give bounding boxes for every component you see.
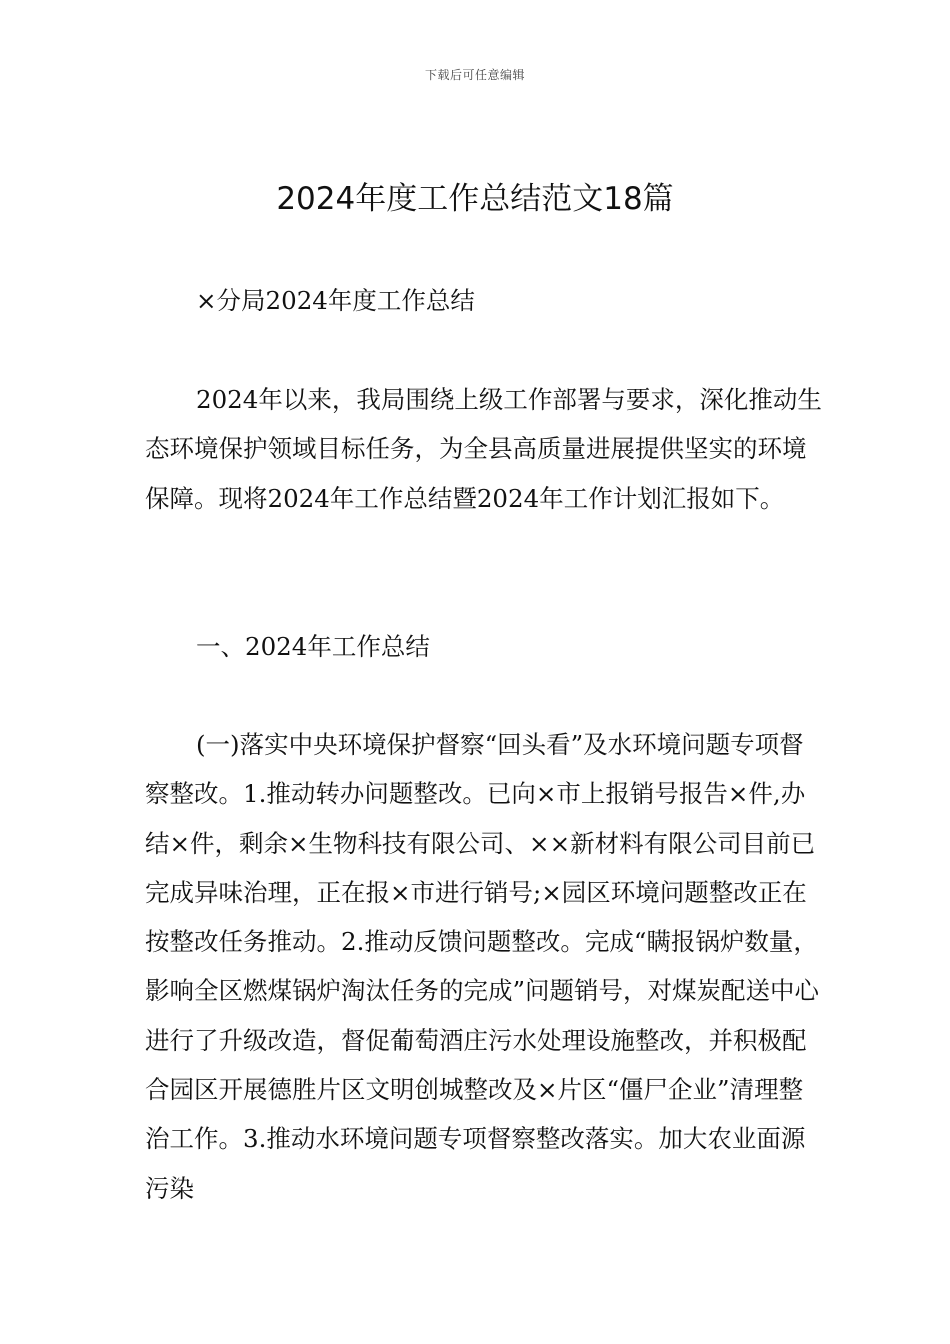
- intro-paragraph: 2024年以来，我局围绕上级工作部署与要求，深化推动生态环境保护领域目标任务，为全县高质量进展提供坚实的环境保障。现将2024年工作总结暨2024年工作计划汇报如下。: [145, 385, 822, 513]
- subtitle: ×分局2024年度工作总结: [196, 286, 475, 315]
- header-note: 下载后可任意编辑: [424, 68, 525, 82]
- section-heading: 一、2024年工作总结: [196, 632, 430, 661]
- body-paragraph: (一)落实中央环境保护督察“回头看”及水环境问题专项督察整改。1.推动转办问题整改。已向×市上报销号报告×件,办结×件，剩余×生物科技有限公司、××新材料有限公司目前已完成异味治理，正在报×市进行销号;×园区环境问题整改正在按整改任务推动。2.推动反馈问题整改。完成“瞒报锅炉数量，影响全区燃煤锅炉淘汰任务的完成”问题销号，对煤炭配送中心进行了升级改造，督促葡萄酒庄污水处理设施整改，并积极配合园区开展德胜片区文明创城整改及×片区“僵尸企业”清理整治工作。3.推动水环境问题专项督察整改落实。加大农业面源污染: [145, 730, 820, 1203]
- document-title: 2024年度工作总结范文18篇: [276, 181, 674, 217]
